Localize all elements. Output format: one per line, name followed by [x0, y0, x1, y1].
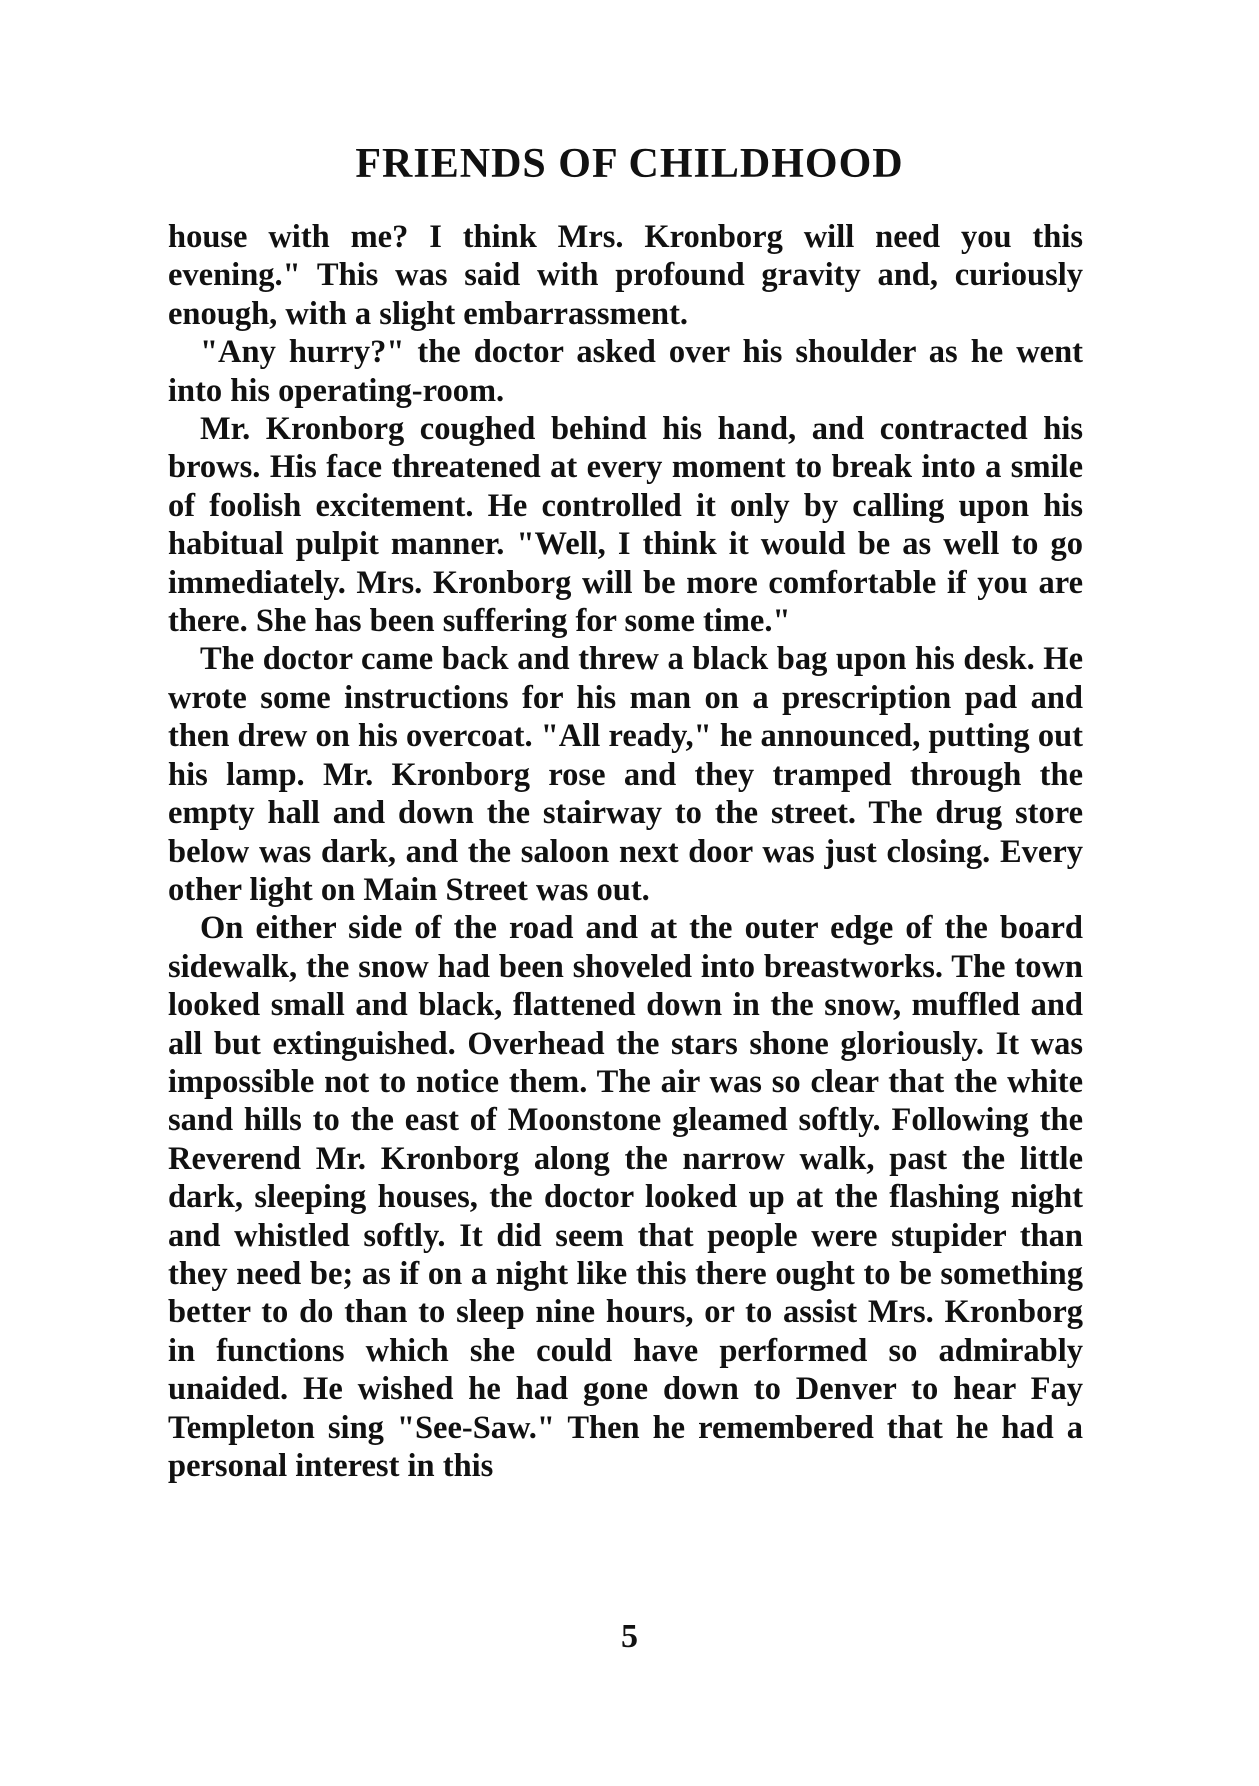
paragraph-any-hurry: "Any hurry?" the doctor asked over his shoulder as he went into his operating-room.	[168, 334, 1083, 409]
page-number: 5	[621, 1618, 638, 1655]
paragraph-doctor-came-back: The doctor came back and threw a black bag upon his desk. He wrote some instructions for his man on a prescription pad and then drew on his overcoat. "All ready," he announced, putting out his lamp. Mr. Kronborg rose and they tramped through the empty hall and down the stairway to the street. The drug store below was dark, and the saloon next door was just closing. Every other light on Main Street was out.	[168, 641, 1083, 908]
running-head: FRIENDS OF CHILDHOOD	[355, 141, 904, 187]
paragraph-kronborg-coughed: Mr. Kronborg coughed behind his hand, and contracted his brows. His face threatened at every moment to break into a smile of foolish excitement. He controlled it only by calling upon his habitual pulpit manner. "Well, I think it would be as well to go immediately. Mrs. Kronborg will be more comfortable if you are there. She has been suffering for some time."	[168, 411, 1083, 640]
paragraph-either-side-of-road: On either side of the road and at the outer edge of the board sidewalk, the snow had been shoveled into breastworks. The town looked small and black, flattened down in the snow, muffled and all but extinguished. Overhead the stars shone gloriously. It was impossible not to notice them. The air was so clear that the white sand hills to the east of Moonstone gleamed softly. Following the Reverend Mr. Kronborg along the narrow walk, past the little dark, sleeping houses, the doctor looked up at the flashing night and whistled softly. It did seem that people were stupider than they need be; as if on a night like this there ought to be something better to do than to sleep nine hours, or to assist Mrs. Kronborg in functions which she could have performed so admirably unaided. He wished he had gone down to Denver to hear Fay Templeton sing "See-Saw." Then he remembered that he had a personal interest in this	[168, 910, 1083, 1484]
body-text	[168, 218, 1083, 1485]
paragraph-continuation: house with me? I think Mrs. Kronborg will need you this evening." This was said with profound gravity and, curiously enough, with a slight embarrassment.	[168, 219, 1083, 332]
